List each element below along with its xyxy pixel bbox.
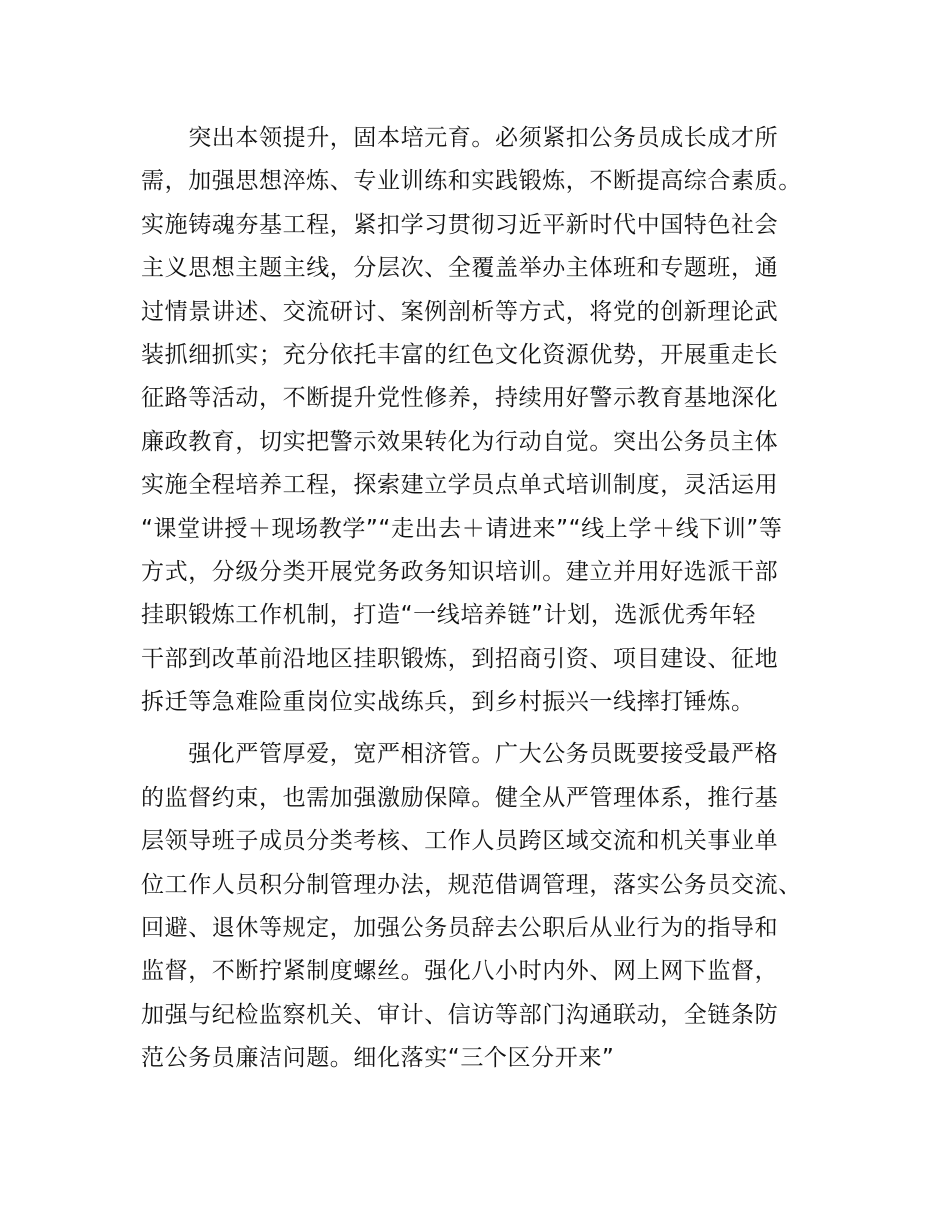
paragraph-2 [141, 733, 813, 1080]
text-line: 的监督约束，也需加强激励保障。健全从严管理体系，推行基 [141, 784, 779, 811]
text-line: 位工作人员积分制管理办法，规范借调管理，落实公务员交流、 [141, 871, 802, 898]
text-line: 突出本领提升，固本培元育。必须紧扣公务员成长成才所 [141, 125, 779, 151]
text-line: 廉政教育，切实把警示效果转化为行动自觉。突出公务员主体 [141, 428, 779, 455]
paragraph-spacer [141, 724, 813, 733]
text-line: 实施全程培养工程，探索建立学员点单式培训制度，灵活运用 [141, 472, 779, 499]
text-line: 强化严管厚爱，宽严相济管。广大公务员既要接受最严格 [141, 741, 779, 768]
text-line: 征路等活动，不断提升党性修养，持续用好警示教育基地深化 [141, 385, 779, 412]
text-line: 实施铸魂夯基工程，紧扣学习贯彻习近平新时代中国特色社会 [141, 211, 779, 238]
text-line: 层领导班子成员分类考核、工作人员跨区域交流和机关事业单 [141, 828, 779, 855]
text-line: 过情景讲述、交流研讨、案例剖析等方式，将党的创新理论武 [141, 298, 779, 325]
text-line: 范公务员廉洁问题。细化落实“三个区分开来” [141, 1045, 615, 1072]
text-line: 拆迁等急难险重岗位实战练兵，到乡村振兴一线摔打锤炼。 [141, 689, 755, 716]
text-line: 主义思想主题主线，分层次、全覆盖举办主体班和专题班，通 [141, 255, 779, 282]
paragraph-1 [141, 117, 813, 724]
text-line: 需，加强思想淬炼、专业训练和实践锻炼，不断提高综合素质。 [141, 168, 802, 195]
text-line: 加强与纪检监察机关、审计、信访等部门沟通联动，全链条防 [141, 1001, 779, 1028]
text-line: 装抓细抓实；充分依托丰富的红色文化资源优势，开展重走长 [141, 341, 779, 368]
text-line: 方式，分级分类开展党务政务知识培训。建立并用好选派干部 [141, 558, 779, 585]
text-line: 监督，不断拧紧制度螺丝。强化八小时内外、网上网下监督， [141, 958, 779, 985]
text-line: 回避、退休等规定，加强公务员辞去公职后从业行为的指导和 [141, 915, 779, 942]
document-body [141, 117, 813, 1081]
text-line: 干部到改革前沿地区挂职锻炼，到招商引资、项目建设、征地 [141, 645, 779, 672]
text-line: “课堂讲授＋现场教学”“走出去＋请进来”“线上学＋线下训”等 [141, 515, 783, 542]
text-line: 挂职锻炼工作机制，打造“一线培养链”计划，选派优秀年轻 [141, 602, 757, 629]
